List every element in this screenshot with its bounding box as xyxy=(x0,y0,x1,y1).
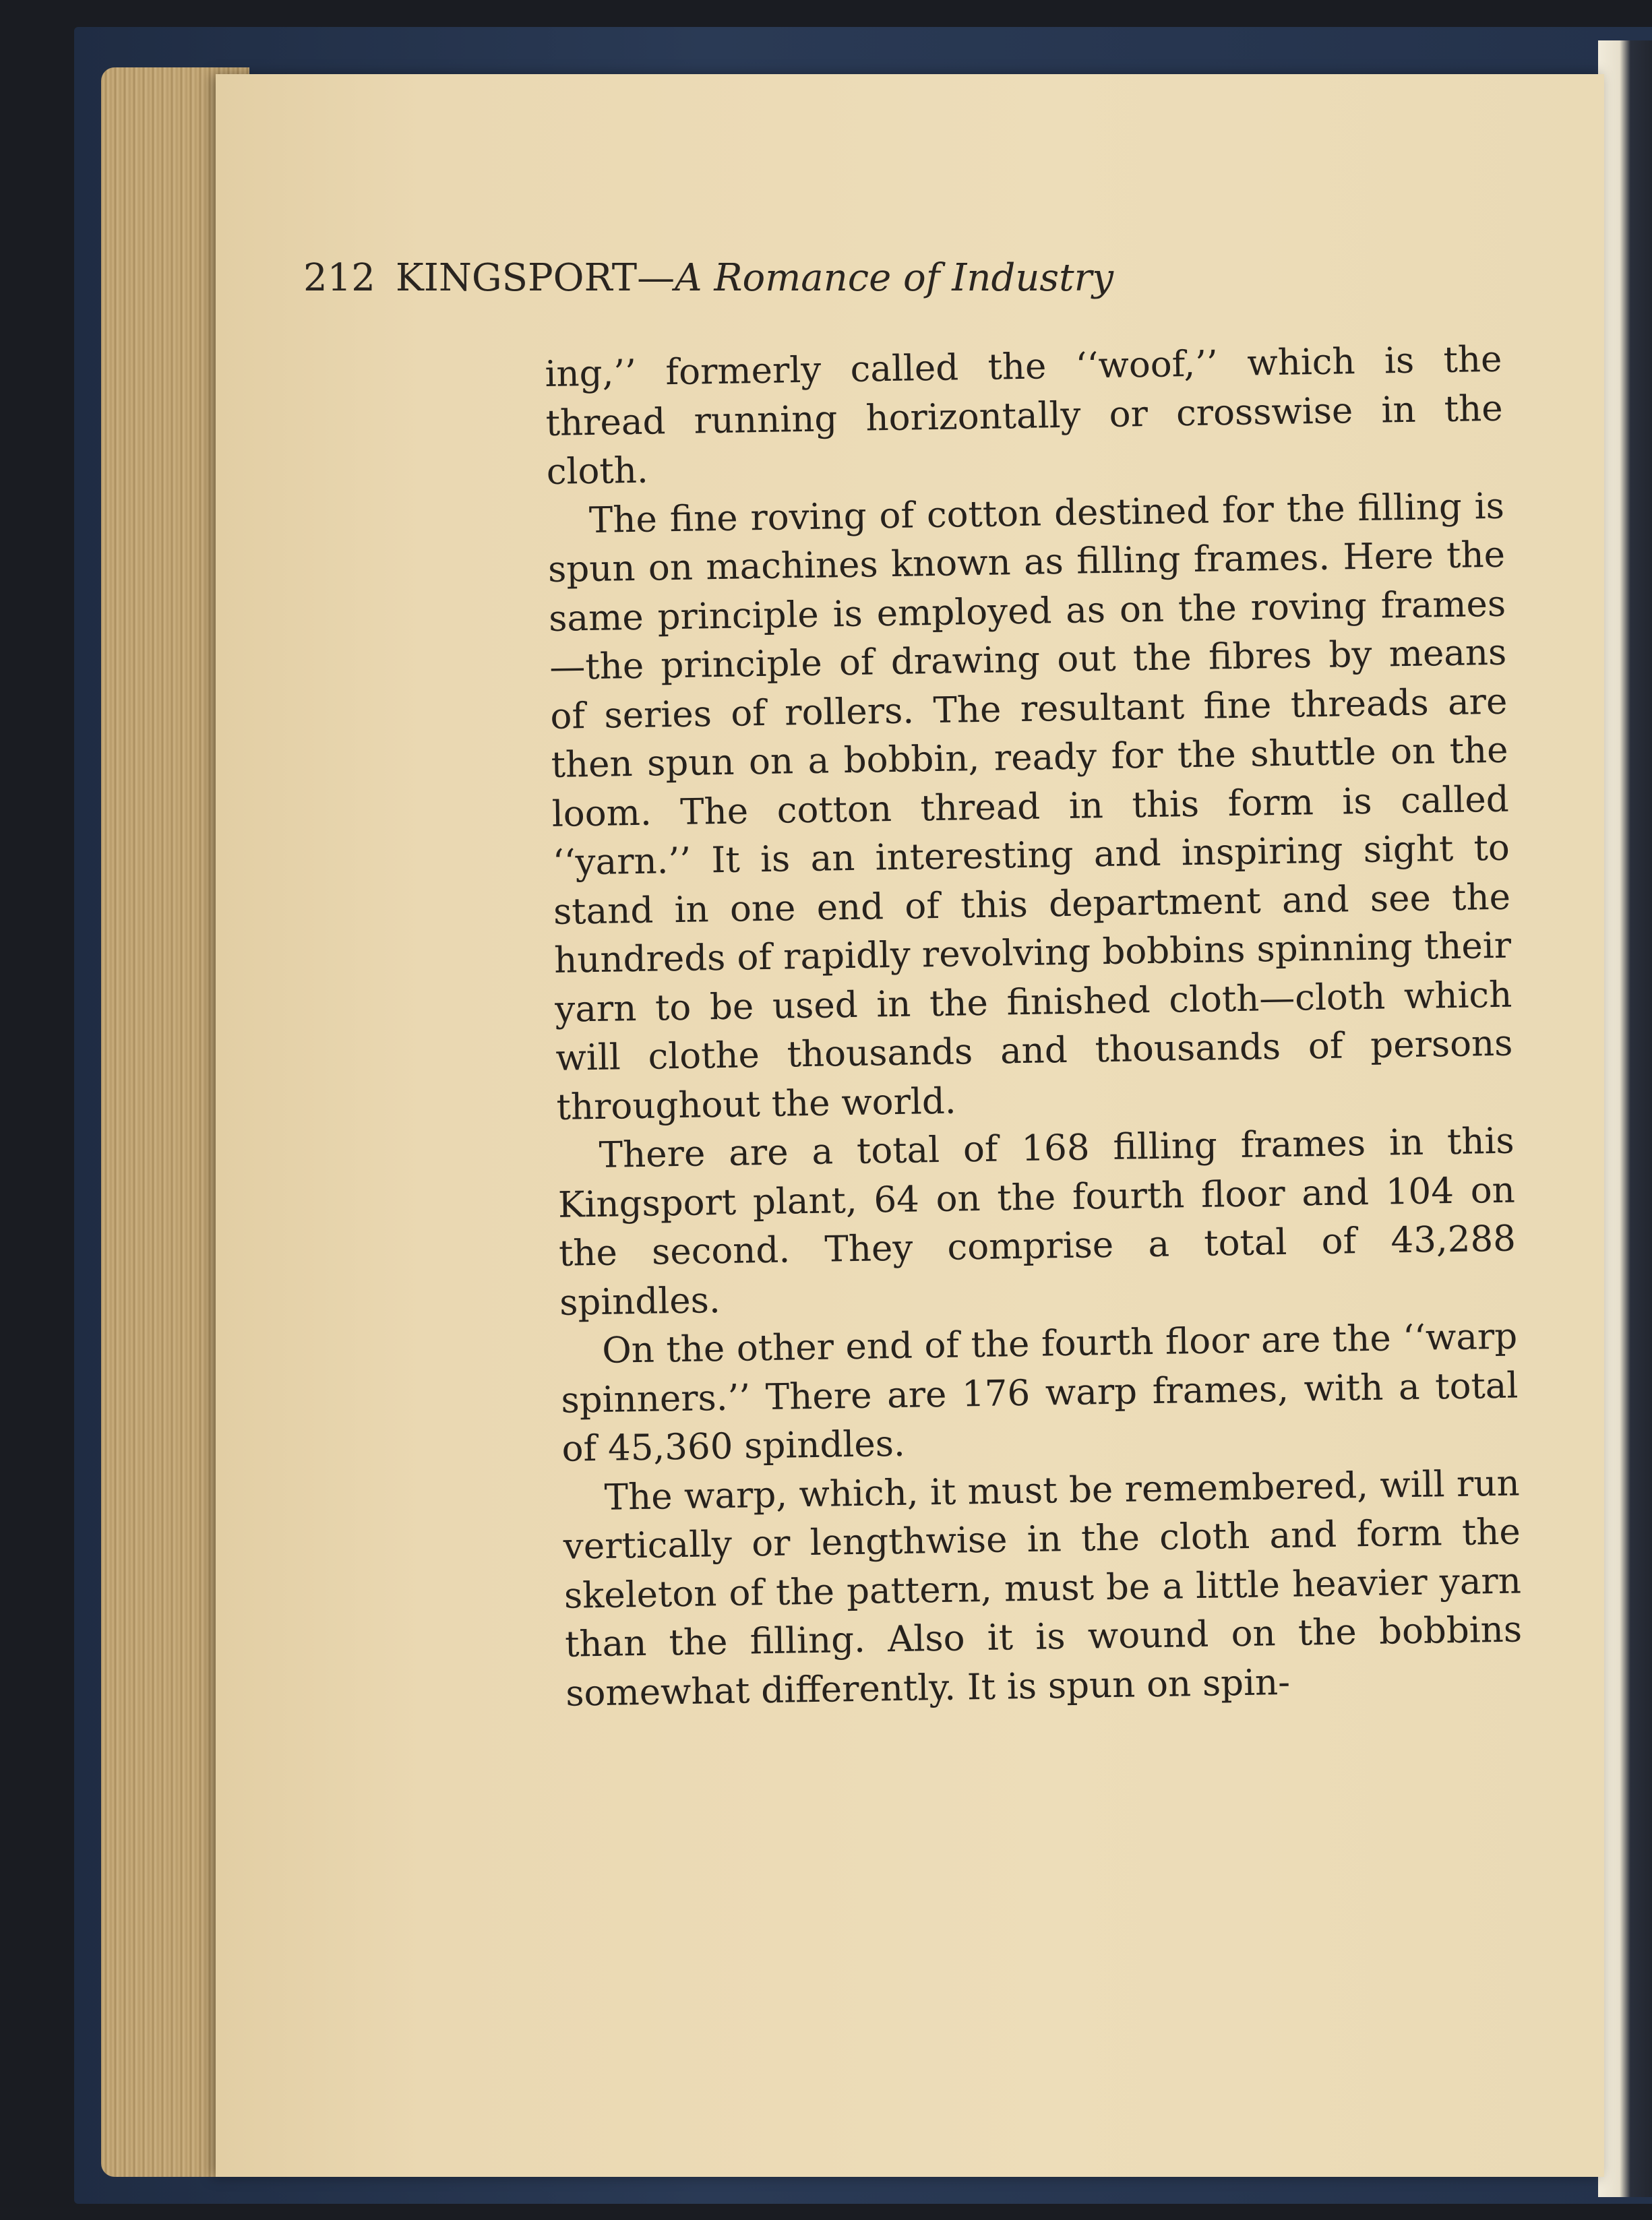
running-head xyxy=(303,256,1422,300)
book-subtitle: A Romance of Industry xyxy=(675,256,1114,300)
paragraph: ing,’’ formerly called the ‘‘woof,’’ which is the thread running horizontally or crosswise in the cloth. xyxy=(545,338,1504,493)
page-number: 212 xyxy=(303,256,375,300)
book-title: KINGSPORT— xyxy=(395,256,675,300)
body-text xyxy=(545,336,1523,1719)
paragraph: On the other end of the fourth floor are the ‘‘warp spinners.’’ There are 176 warp frames, with a total of 45,360 spindles. xyxy=(560,1316,1519,1470)
paragraph: The warp, which, it must be remembered, will run vertically or lengthwise in the cloth and form the skeleton of the pattern, must be a little heavier yarn than the filling. Also it is wound on the bobbins somewhat differently. It is spun on spin- xyxy=(563,1462,1523,1715)
paragraph: The fine roving of cotton destined for the filling is spun on machines known as filling frames. Here the same principle is employed as on the roving frames—the principle of drawing out the fibres by means of series of rollers. The resultant fine threads are then spun on a bobbin, ready for the shuttle on the loom. The cotton thread in this form is called ‘‘yarn.’’ It is an interesting and inspiring sight to stand in one end of this department and see the hundreds of rapidly revolving bobbins spinning their yarn to be used in the finished cloth—cloth which will clothe thousands and thousands of persons throughout the world. xyxy=(547,485,1513,1128)
facing-page-edge xyxy=(1598,40,1652,2197)
paragraph: There are a total of 168 filling frames in this Kingsport plant, 64 on the fourth floor and 104 on the second. They comprise a total of 43,288 spindles. xyxy=(557,1120,1517,1324)
